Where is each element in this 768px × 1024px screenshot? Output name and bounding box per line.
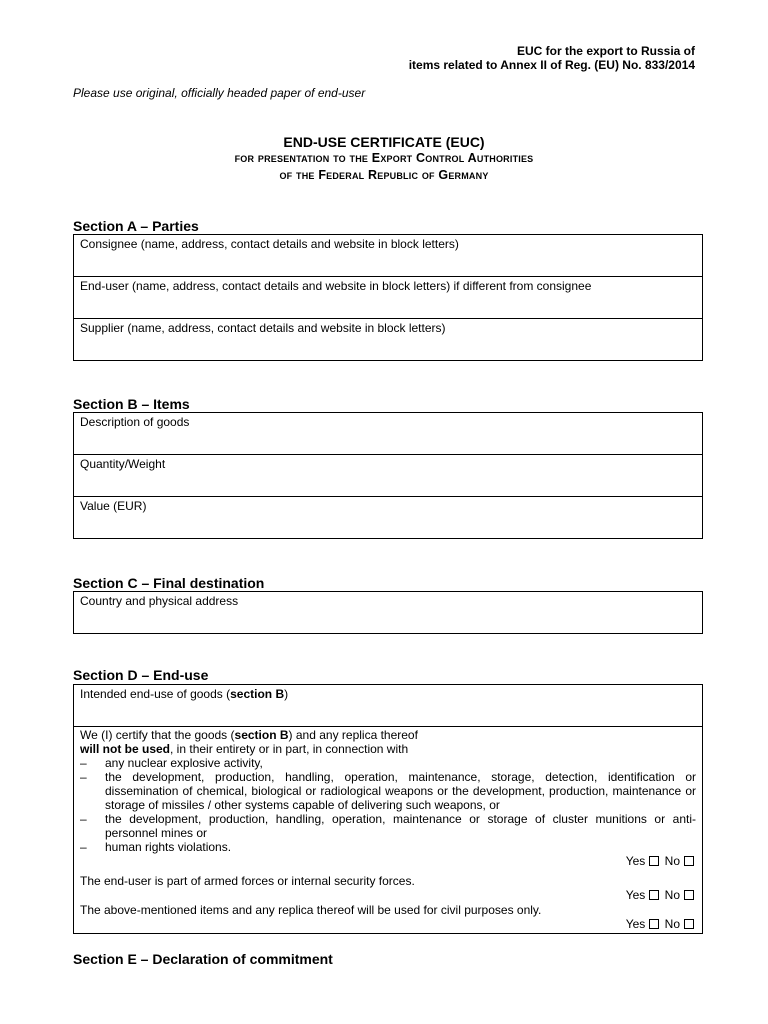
not-used-line bbox=[80, 742, 696, 756]
section-a-table bbox=[73, 234, 703, 361]
section-c-table bbox=[73, 591, 703, 634]
list-item bbox=[80, 756, 696, 770]
certify-yes-checkbox[interactable] bbox=[649, 856, 659, 866]
list-item bbox=[80, 770, 696, 812]
section-d-heading: Section D – End-use bbox=[73, 667, 209, 683]
section-b-heading: Section B – Items bbox=[73, 396, 190, 412]
intended-prefix: Intended end-use of goods ( bbox=[80, 687, 231, 701]
yes-label: Yes bbox=[625, 917, 646, 931]
consignee-label: Consignee (name, address, contact details and website in block letters) bbox=[80, 237, 459, 251]
certify-no-checkbox[interactable] bbox=[684, 856, 694, 866]
intended-end-use-field[interactable] bbox=[74, 685, 703, 727]
dash-marker: – bbox=[80, 756, 87, 770]
armed-forces-statement: The end-user is part of armed forces or internal security forces. bbox=[80, 874, 415, 888]
paper-instruction: Please use original, officially headed paper of end-user bbox=[73, 86, 366, 100]
armed-forces-yes-checkbox[interactable] bbox=[649, 890, 659, 900]
list-item-text: any nuclear explosive activity, bbox=[105, 756, 263, 770]
supplier-field[interactable] bbox=[74, 319, 703, 361]
not-used-rest: , in their entirety or in part, in connection with bbox=[170, 742, 409, 756]
destination-label: Country and physical address bbox=[80, 594, 239, 608]
no-label: No bbox=[664, 888, 680, 902]
yes-label: Yes bbox=[625, 888, 646, 902]
armed-forces-yes-no bbox=[80, 888, 696, 902]
certify-prefix: We (I) certify that the goods ( bbox=[80, 728, 235, 742]
list-item bbox=[80, 812, 696, 840]
dash-marker: – bbox=[80, 770, 87, 784]
civil-use-yes-checkbox[interactable] bbox=[649, 919, 659, 929]
not-used-emphasis: will not be used bbox=[80, 742, 171, 756]
document-reference bbox=[409, 44, 695, 72]
certify-suffix: ) and any replica thereof bbox=[288, 728, 418, 742]
prohibited-uses-list bbox=[80, 756, 696, 854]
section-b-table bbox=[73, 412, 703, 539]
section-d-table bbox=[73, 684, 703, 934]
list-item bbox=[80, 840, 696, 854]
section-a-heading: Section A – Parties bbox=[73, 218, 199, 234]
description-label: Description of goods bbox=[80, 415, 190, 429]
civil-use-statement: The above-mentioned items and any replica thereof will be used for civil purposes only. bbox=[80, 903, 542, 917]
quantity-label: Quantity/Weight bbox=[80, 457, 166, 471]
certify-section-ref: section B bbox=[234, 728, 289, 742]
certify-line bbox=[80, 728, 696, 742]
intended-section-ref: section B bbox=[230, 687, 285, 701]
armed-forces-no-checkbox[interactable] bbox=[684, 890, 694, 900]
dash-marker: – bbox=[80, 840, 87, 854]
dash-marker: – bbox=[80, 812, 87, 826]
quantity-field[interactable] bbox=[74, 455, 703, 497]
certification-block bbox=[74, 727, 703, 934]
no-label: No bbox=[664, 854, 680, 868]
document-title: END-USE CERTIFICATE (EUC) bbox=[283, 134, 485, 150]
certify-yes-no bbox=[80, 854, 696, 868]
list-item-text: human rights violations. bbox=[105, 840, 232, 854]
reference-line-1: EUC for the export to Russia of bbox=[516, 44, 695, 58]
civil-use-yes-no bbox=[80, 917, 696, 931]
document-subtitle-1: for presentation to the Export Control Authorities bbox=[234, 151, 534, 165]
value-label: Value (EUR) bbox=[80, 499, 147, 513]
section-c-heading: Section C – Final destination bbox=[73, 575, 265, 591]
end-user-field[interactable] bbox=[74, 277, 703, 319]
no-label: No bbox=[664, 917, 680, 931]
description-field[interactable] bbox=[74, 413, 703, 455]
section-e-heading: Section E – Declaration of commitment bbox=[73, 951, 333, 967]
list-item-text: the development, production, handling, operation, maintenance, storage, detection, identification or dissemination of chemical, biological or radiological weapons or the development, production, maintenance or storage of missiles / other systems capable of delivering such weapons, or bbox=[105, 770, 696, 812]
reference-line-2: items related to Annex II of Reg. (EU) No. 833/2014 bbox=[408, 58, 695, 72]
consignee-field[interactable] bbox=[74, 235, 703, 277]
intended-end-use-label bbox=[80, 687, 288, 701]
yes-label: Yes bbox=[625, 854, 646, 868]
supplier-label: Supplier (name, address, contact details and website in block letters) bbox=[80, 321, 446, 335]
intended-suffix: ) bbox=[284, 687, 289, 701]
value-field[interactable] bbox=[74, 497, 703, 539]
destination-field[interactable] bbox=[74, 592, 703, 634]
end-user-label: End-user (name, address, contact details and website in block letters) if different from consignee bbox=[80, 279, 592, 293]
civil-use-no-checkbox[interactable] bbox=[684, 919, 694, 929]
list-item-text: the development, production, handling, operation, maintenance or storage of cluster munitions or anti-personnel mines or bbox=[105, 812, 696, 840]
document-subtitle-2: of the Federal Republic of Germany bbox=[279, 168, 489, 182]
